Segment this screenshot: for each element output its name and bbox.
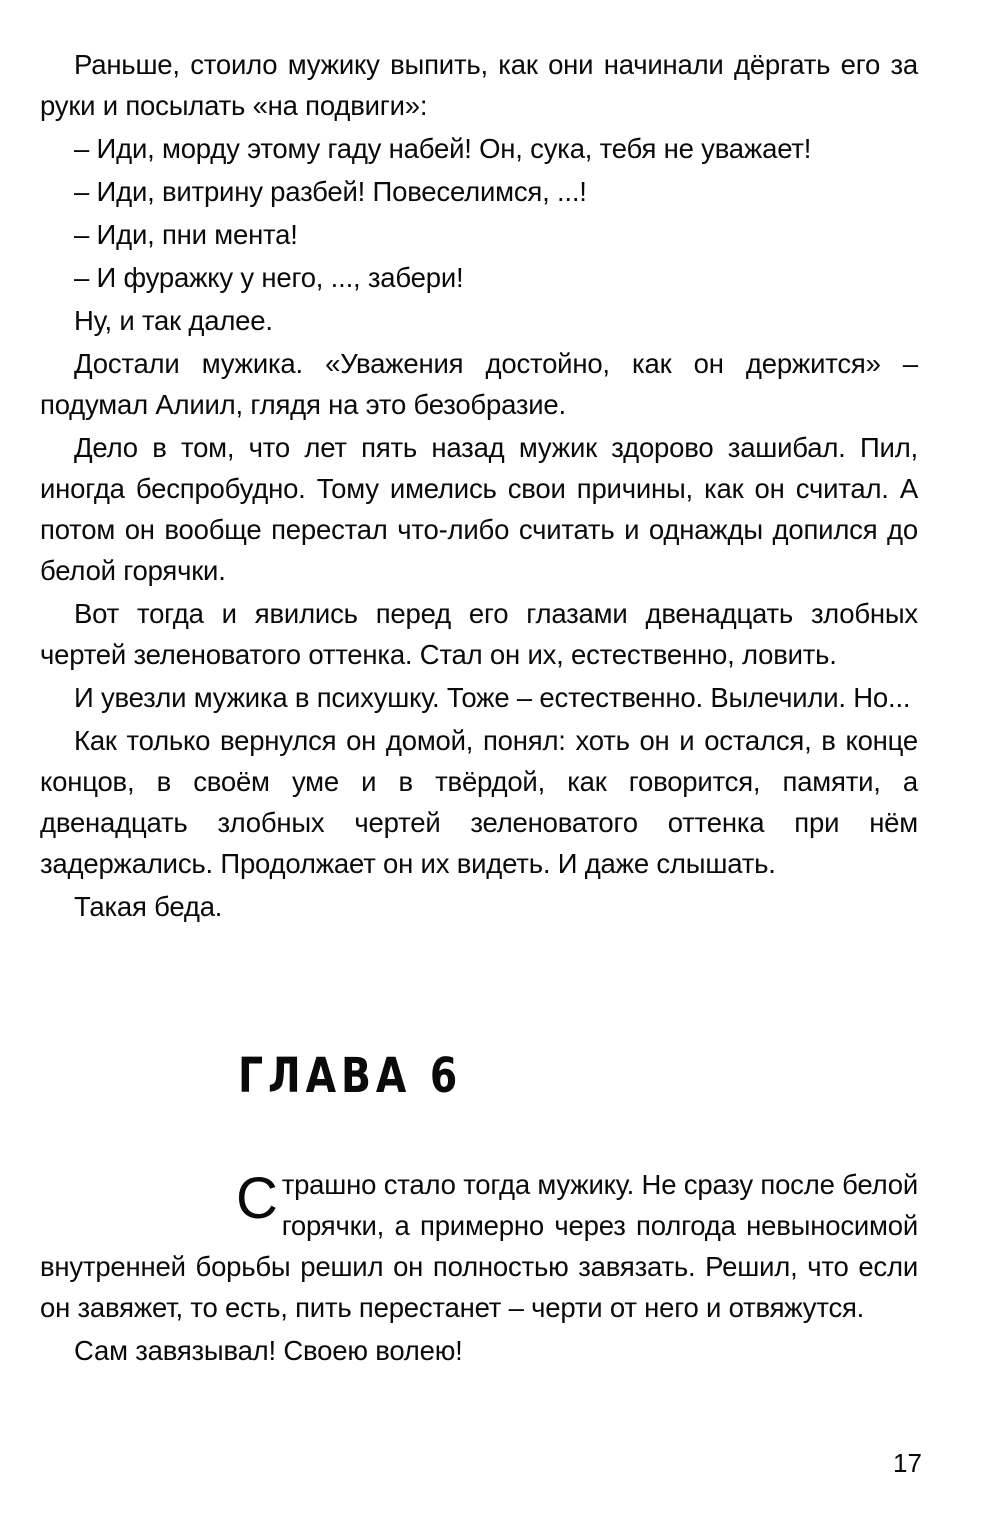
chapter-first-paragraph — [40, 1164, 918, 1328]
paragraph: – И фуражку у него, ..., забери! — [74, 262, 464, 293]
chapter-body — [40, 1164, 918, 1373]
paragraph: – Иди, витрину разбей! Повеселимся, ...! — [74, 176, 587, 207]
drop-cap: С — [236, 1166, 278, 1231]
paragraph: И увезли мужика в психушку. Тоже – естественно. Вылечили. Но... — [74, 682, 911, 713]
paragraph: Сам завязывал! Своею волею! — [74, 1335, 463, 1366]
first-paragraph-text: трашно стало тогда мужику. Не сразу после белой горячки, а примерно через полгода невыносимой внутренней борьбы решил он полностью завязать. Решил, что если он завяжет, то есть, пить перестанет – черти от него и отвяжутся. — [40, 1169, 918, 1323]
paragraph: Достали мужика. «Уважения достойно, как он держится» – подумал Алиил, глядя на это безобразие. — [40, 348, 918, 420]
page-number: 17 — [893, 1448, 922, 1478]
body-text — [40, 44, 918, 929]
paragraph: Как только вернулся он домой, понял: хоть он и остался, в конце концов, в своём уме и в твёрдой, как говорится, памяти, а двенадцать злобных чертей зеленоватого оттенка при нём задержались. Продолжает он их видеть. И даже слышать. — [40, 725, 918, 879]
paragraph: Раньше, стоило мужику выпить, как они начинали дёргать его за руки и посылать «на подвиги»: — [40, 49, 918, 121]
paragraph: Ну, и так далее. — [74, 305, 273, 336]
paragraph: Вот тогда и явились перед его глазами двенадцать злобных чертей зеленоватого оттенка. Стал он их, естественно, ловить. — [40, 598, 918, 670]
paragraph: – Иди, пни мента! — [74, 219, 298, 250]
chapter-heading: ГЛАВА 6 — [238, 1048, 463, 1104]
paragraph: – Иди, морду этому гаду набей! Он, сука, тебя не уважает! — [74, 133, 812, 164]
paragraph: Дело в том, что лет пять назад мужик здорово зашибал. Пил, иногда беспробудно. Тому имелись свои причины, как он считал. А потом он вообще перестал что-либо считать и однажды допился до белой горячки. — [40, 432, 918, 586]
paragraph: Такая беда. — [74, 891, 223, 922]
